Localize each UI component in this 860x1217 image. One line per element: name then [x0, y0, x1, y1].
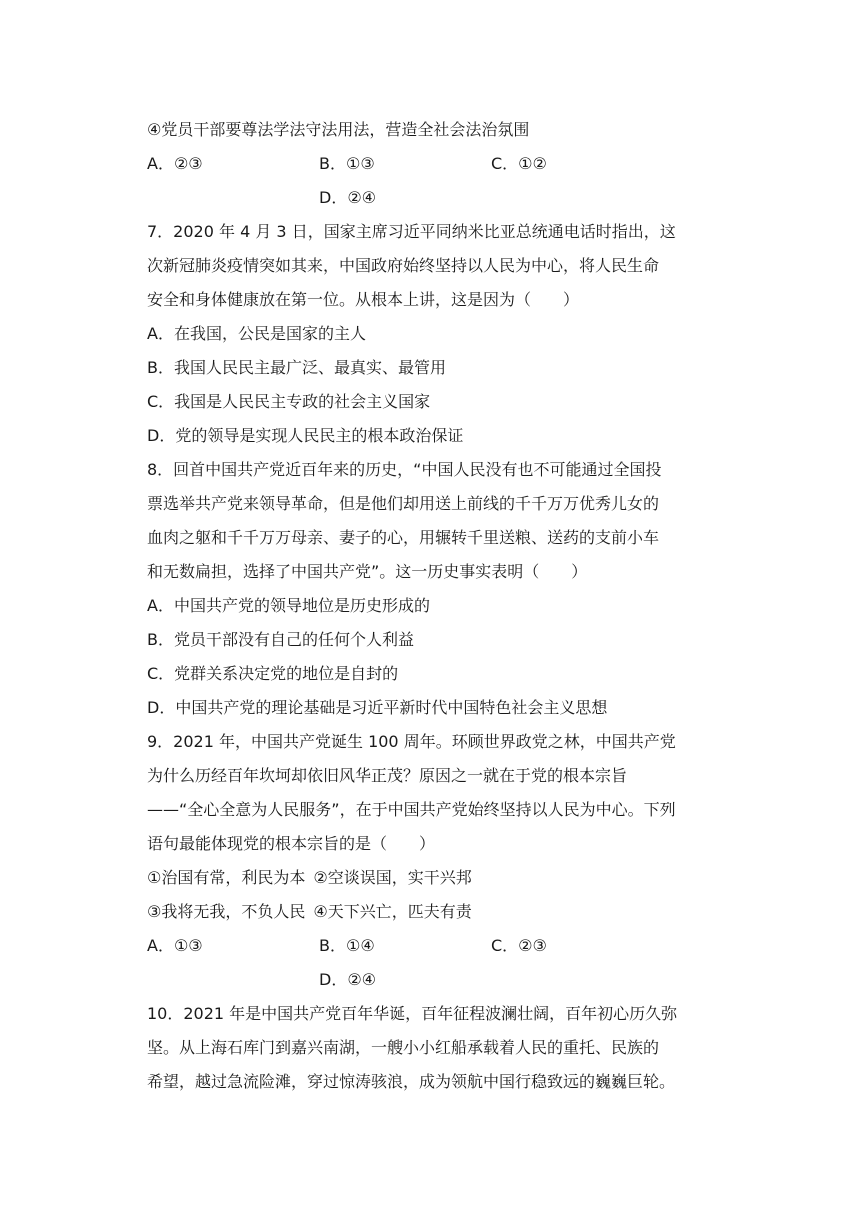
q9-option-a[interactable]: A．①③	[147, 936, 203, 955]
prev-option-a[interactable]: A．②③	[147, 154, 203, 173]
q8-stem-line-3: 血肉之躯和千千万万母亲、妻子的心，用辗转千里送粮、送药的支前小车	[147, 528, 660, 547]
q7-stem-line-3: 安全和身体健康放在第一位。从根本上讲，这是因为（ ）	[147, 290, 580, 309]
q9-stem-line-3: ——“全心全意为人民服务”，在于中国共产党始终坚持以人民为中心。下列	[147, 800, 676, 819]
q8-option-c[interactable]: C．党群关系决定党的地位是自封的	[147, 664, 399, 683]
q8-stem-line-2: 票选举共产党来领导革命，但是他们却用送上前线的千千万万优秀儿女的	[147, 494, 660, 513]
question-8	[147, 453, 717, 725]
q9-options-row	[147, 929, 717, 963]
q9-statements-row-1	[147, 861, 717, 895]
q9-option-d[interactable]: D．②④	[319, 970, 377, 989]
q10-stem-line-2: 坚。从上海石库门到嘉兴南湖，一艘小小红船承载着人民的重托、民族的	[147, 1038, 660, 1057]
q7-stem-line-1: 7．2020 年 4 月 3 日，国家主席习近平同纳米比亚总统通电话时指出，这	[147, 222, 676, 241]
question-10	[147, 997, 717, 1099]
q7-option-d[interactable]: D．党的领导是实现人民民主的根本政治保证	[147, 426, 464, 445]
q9-statement-1: ①治国有常，利民为本	[147, 868, 306, 887]
q9-option-c[interactable]: C．②③	[491, 936, 547, 955]
q9-statement-4: ④天下兴亡，匹夫有责	[313, 902, 472, 921]
prev-statement-4: ④党员干部要尊法学法守法用法，营造全社会法治氛围	[147, 120, 530, 139]
q10-stem-line-1: 10．2021 年是中国共产党百年华诞，百年征程波澜壮阔，百年初心历久弥	[147, 1004, 678, 1023]
q8-stem-line-1: 8．回首中国共产党近百年来的历史，“中国人民没有也不可能通过全国投	[147, 460, 662, 479]
prev-option-b[interactable]: B．①③	[319, 154, 375, 173]
q8-option-b[interactable]: B．党员干部没有自己的任何个人利益	[147, 630, 414, 649]
q9-stem-line-2: 为什么历经百年坎坷却依旧风华正茂？原因之一就在于党的根本宗旨	[147, 766, 628, 785]
q8-option-a[interactable]: A．中国共产党的领导地位是历史形成的	[147, 596, 430, 615]
q7-option-c[interactable]: C．我国是人民民主专政的社会主义国家	[147, 392, 431, 411]
question-7	[147, 215, 717, 453]
q9-stem-line-4: 语句最能体现党的根本宗旨的是（ ）	[147, 834, 436, 853]
q10-stem-line-3: 希望，越过急流险滩，穿过惊涛骇浪，成为领航中国行稳致远的巍巍巨轮。	[147, 1072, 676, 1091]
prev-option-c[interactable]: C．①②	[491, 154, 547, 173]
q9-options-row-2	[147, 963, 717, 997]
question-9	[147, 725, 717, 997]
q9-statement-2: ②空谈误国，实干兴邦	[313, 868, 472, 887]
q7-option-a[interactable]: A．在我国，公民是国家的主人	[147, 324, 366, 343]
prev-option-d[interactable]: D．②④	[319, 188, 377, 207]
prev-options-row	[147, 147, 717, 181]
q9-stem-line-1: 9．2021 年，中国共产党诞生 100 周年。环顾世界政党之林，中国共产党	[147, 732, 676, 751]
q8-option-d[interactable]: D．中国共产党的理论基础是习近平新时代中国特色社会主义思想	[147, 698, 608, 717]
q9-option-b[interactable]: B．①④	[319, 936, 375, 955]
q7-stem-line-2: 次新冠肺炎疫情突如其来，中国政府始终坚持以人民为中心，将人民生命	[147, 256, 660, 275]
prev-options-row-2	[147, 181, 717, 215]
page-content	[147, 113, 717, 1099]
q8-stem-line-4: 和无数扁担，选择了中国共产党”。这一历史事实表明（ ）	[147, 562, 588, 581]
q9-statements-row-2	[147, 895, 717, 929]
q7-option-b[interactable]: B．我国人民民主最广泛、最真实、最管用	[147, 358, 446, 377]
q9-statement-3: ③我将无我，不负人民	[147, 902, 306, 921]
